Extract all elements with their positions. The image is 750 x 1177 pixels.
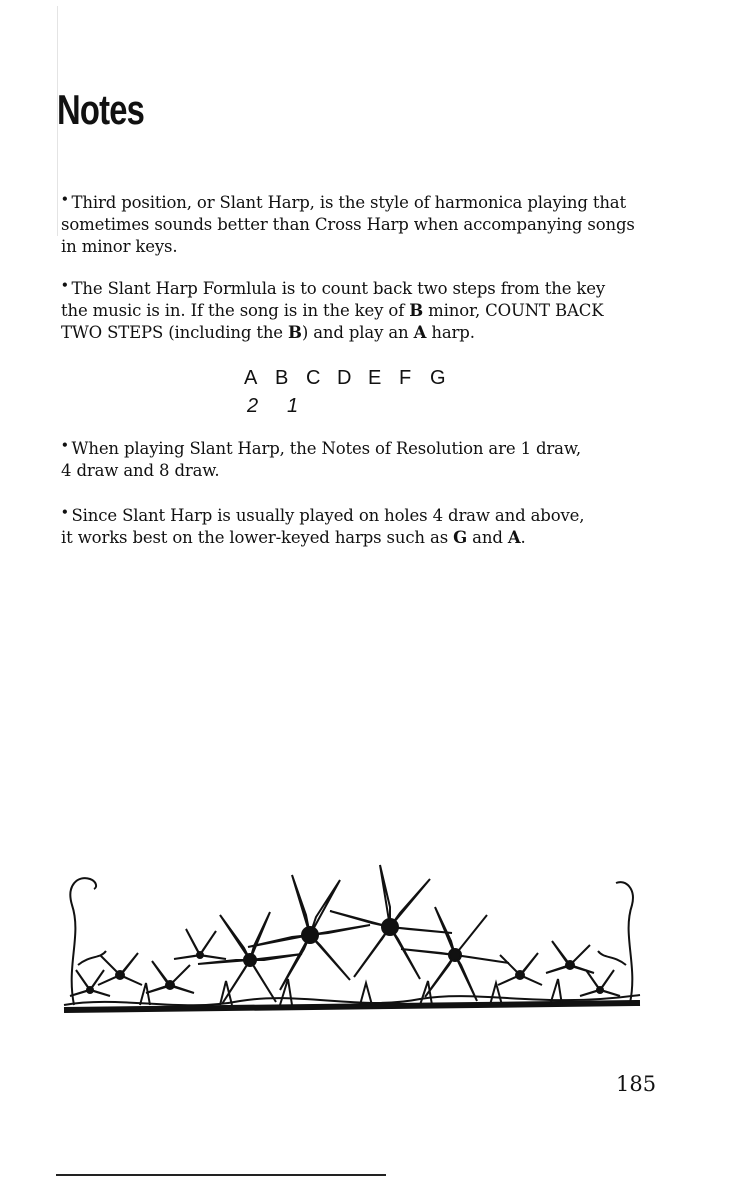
key-letter: E (368, 367, 382, 389)
key-letter: F (399, 367, 412, 389)
key-letter: G (430, 367, 446, 389)
key-letter: B (275, 367, 289, 389)
note-2-line-3e: harp. (426, 323, 475, 342)
count-number: 1 (287, 395, 299, 417)
key-letter: C (306, 367, 321, 389)
note-paragraph-2 (61, 274, 661, 344)
note-4-line-2e: . (520, 528, 526, 547)
key-g: G (453, 528, 468, 547)
key-letter-row (244, 367, 461, 390)
key-letter: A (244, 367, 258, 389)
key-letter: D (337, 367, 352, 389)
bullet-icon: • (61, 278, 69, 292)
note-paragraph-3 (61, 434, 661, 482)
bullet-icon: • (61, 192, 69, 206)
footer-rule (56, 1174, 386, 1176)
key-a: A (507, 528, 521, 547)
note-3-line-2: 4 draw and 8 draw. (61, 461, 220, 480)
note-2-line-2c: minor, COUNT BACK (423, 301, 604, 320)
note-3-line-1: When playing Slant Harp, the Notes of Resolution are 1 draw, (71, 439, 581, 458)
bullet-icon: • (61, 438, 69, 452)
count-number-row (247, 395, 327, 418)
page-number: 185 (616, 1072, 657, 1096)
note-paragraph-4 (61, 501, 661, 549)
note-4-line-2a: it works best on the lower-keyed harps such as (61, 528, 454, 547)
flower-border-illustration (60, 855, 644, 1027)
note-2-line-3a: TWO STEPS (including the (61, 323, 289, 342)
note-2-line-2a: the music is in. If the song is in the key of (61, 301, 410, 320)
count-number: 2 (247, 395, 259, 417)
note-paragraph-1 (61, 188, 661, 258)
page-heading: Notes (57, 86, 145, 133)
note-2-line-1: The Slant Harp Formlula is to count back two steps from the key (71, 279, 606, 298)
key-b: B (288, 323, 302, 342)
note-1-line-2: sometimes sounds better than Cross Harp when accompanying songs (61, 215, 635, 234)
note-1-line-1: Third position, or Slant Harp, is the style of harmonica playing that (71, 193, 626, 212)
bullet-icon: • (61, 505, 69, 519)
note-2-line-3c: ) and play an (301, 323, 414, 342)
note-4-line-2c: and (467, 528, 508, 547)
note-1-line-3: in minor keys. (61, 237, 178, 256)
key-b-minor: B (409, 301, 424, 320)
note-4-line-1: Since Slant Harp is usually played on holes 4 draw and above, (71, 506, 585, 525)
key-a: A (413, 323, 427, 342)
